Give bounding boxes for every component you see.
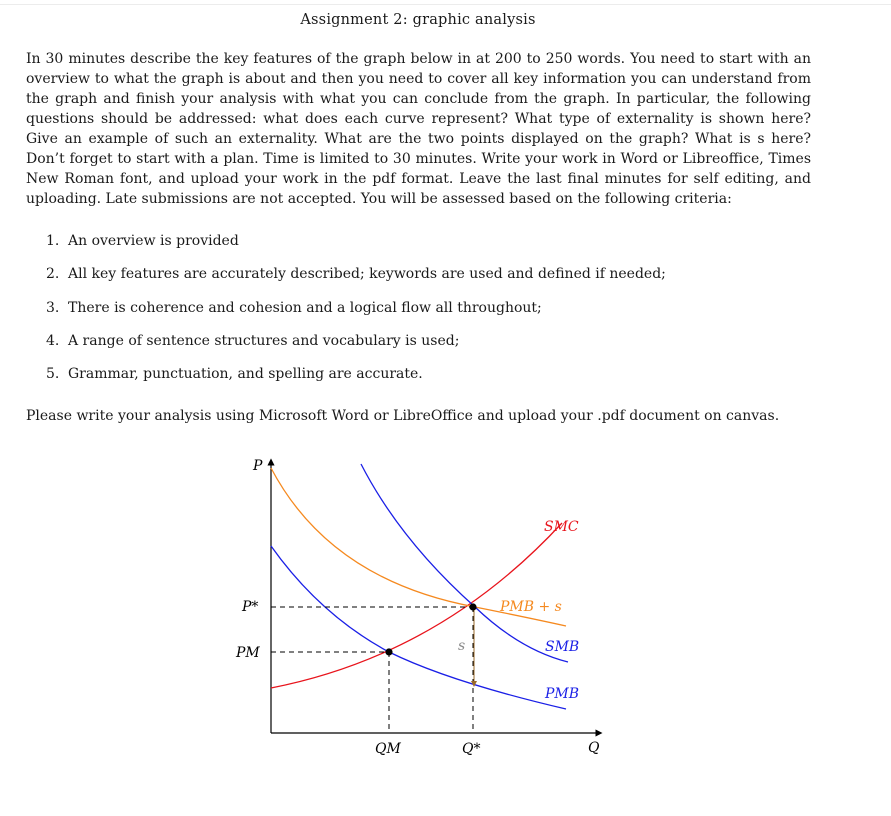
- criteria-number: 4.: [46, 332, 60, 349]
- market-equilibrium-point: [385, 648, 392, 655]
- page-title: Assignment 2: graphic analysis: [300, 12, 536, 28]
- criteria-text: There is coherence and cohesion and a logical flow all throughout;: [68, 299, 542, 316]
- p-m-label: PM: [236, 645, 260, 661]
- criteria-number: 1.: [46, 233, 60, 249]
- x-axis-label: Q: [588, 740, 600, 756]
- smb-curve: [361, 464, 568, 662]
- criteria-text: A range of sentence structures and vocabulary is used;: [68, 332, 460, 349]
- instruction-text: Please write your analysis using Microsoft Word or LibreOffice and upload your .pdf document on canvas.: [26, 408, 780, 424]
- q-m-label: QM: [375, 741, 401, 757]
- criteria-number: 5.: [46, 366, 60, 383]
- y-axis-label: P: [253, 458, 263, 474]
- smc-label: SMC: [544, 519, 579, 535]
- criteria-number: 2.: [46, 266, 60, 283]
- p-star-label: P*: [242, 599, 259, 615]
- criteria-text: An overview is provided: [68, 233, 239, 249]
- criteria-text: All key features are accurately described; keywords are used and defined if needed;: [68, 266, 666, 283]
- smb-label: SMB: [545, 639, 580, 655]
- pmb-plus-s-label: PMB + s: [500, 599, 562, 615]
- criteria-text: Grammar, punctuation, and spelling are accurate.: [68, 366, 423, 383]
- intro-paragraph: In 30 minutes describe the key features of the graph below in at 200 to 250 words. You need to start with an overview to what the graph is about and then you need to cover all key information you can understand from the graph and finish your analysis with what you can conclude from the graph. In particular, the following questions should be addressed: what does each curve represent? What type of externality is shown here? Give an example of such an externality. What are the two points displayed on the graph? What is s here? Don’t forget to start with a plan. Time is limited to 30 minutes. Write your work in Word or Libreoffice, Times New Roman font, and upload your work in the pdf format. Leave the last final minutes for self editing, and uploading. Late submissions are not accepted. You will be assessed based on the following criteria:: [26, 51, 811, 207]
- social-optimum-point: [469, 603, 476, 610]
- criteria-number: 3.: [46, 299, 60, 316]
- pmb-label: PMB: [545, 686, 580, 702]
- q-star-label: Q*: [462, 741, 481, 757]
- pmb-curve: [271, 546, 566, 709]
- s-gap-label: s: [458, 638, 466, 654]
